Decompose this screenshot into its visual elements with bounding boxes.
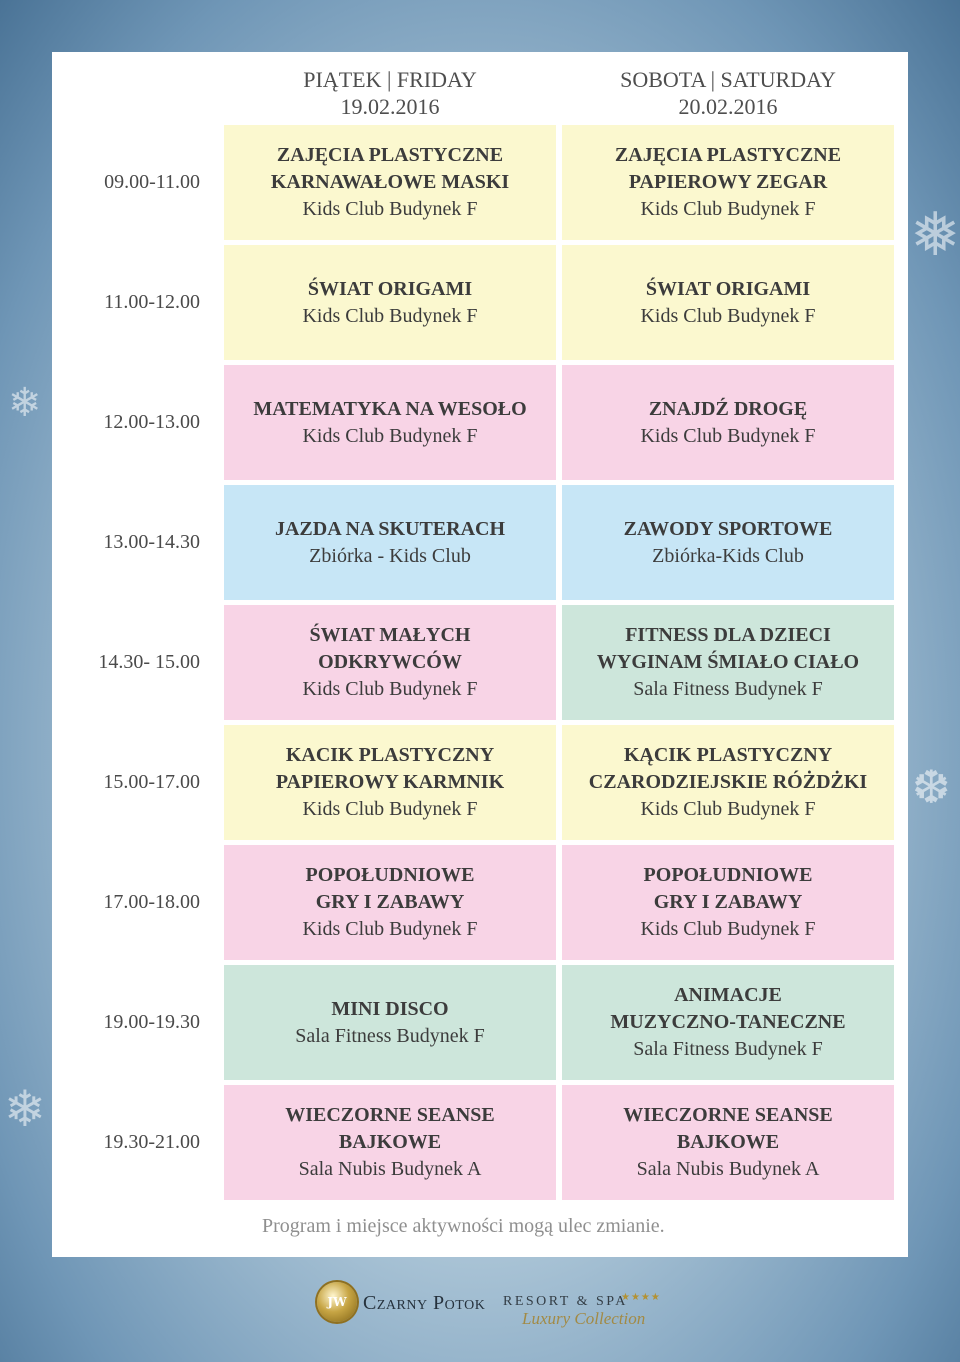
activity-title: POPOŁUDNIOWE GRY I ZABAWY [643, 864, 813, 913]
friday-activity-cell [224, 725, 556, 840]
activity-title: ANIMACJE MUZYCZNO-TANECZNE [610, 984, 846, 1033]
activity-title: JAZDA NA SKUTERACH [274, 517, 506, 540]
snowflake-icon: ❆ [912, 760, 951, 814]
saturday-header [562, 66, 894, 120]
activity-location: Kids Club Budynek F [640, 304, 816, 327]
activity-title: ŚWIAT ORIGAMI [307, 277, 473, 300]
friday-activity-cell [224, 245, 556, 360]
time-slot: 11.00-12.00 [104, 291, 200, 313]
snowflake-icon: ❄ [8, 380, 42, 426]
activity-title: ZAWODY SPORTOWE [623, 517, 833, 540]
activity-title: ZAJĘCIA PLASTYCZNE PAPIEROWY ZEGAR [614, 144, 842, 193]
activity-location: Sala Nubis Budynek A [298, 1158, 482, 1180]
time-slot: 19.00-19.30 [103, 1011, 200, 1033]
activity-location: Kids Club Budynek F [640, 798, 816, 820]
snowflake-icon: ❄ [4, 1080, 46, 1138]
activity-title: ZAJĘCIA PLASTYCZNE KARNAWAŁOWE MASKI [270, 144, 510, 193]
activity-location: Kids Club Budynek F [302, 304, 478, 327]
activity-location: Zbiórka-Kids Club [652, 544, 804, 567]
activity-location: Zbiórka - Kids Club [309, 544, 471, 567]
activity-title: WIECZORNE SEANSE BAJKOWE [285, 1104, 495, 1153]
activity-location: Sala Nubis Budynek A [636, 1158, 820, 1180]
saturday-activity-cell [562, 485, 894, 600]
saturday-activity-cell [562, 965, 894, 1080]
activity-title: POPOŁUDNIOWE GRY I ZABAWY [305, 864, 475, 913]
saturday-activity-cell [562, 1085, 894, 1200]
friday-activity-cell [224, 605, 556, 720]
activity-title: MINI DISCO [331, 997, 449, 1020]
activity-title: ŚWIAT ORIGAMI [645, 277, 811, 300]
saturday-activity-cell [562, 245, 894, 360]
resort-label: RESORT & SPA [503, 1294, 628, 1309]
activity-location: Kids Club Budynek F [302, 678, 478, 700]
activity-location: Kids Club Budynek F [302, 798, 478, 820]
schedule-panel [52, 52, 908, 1257]
activity-title: MATEMATYKA NA WESOŁO [253, 397, 527, 420]
saturday-date: 20.02.2016 [678, 94, 778, 119]
activity-location: Kids Club Budynek F [640, 198, 816, 220]
collection-label: Luxury Collection [522, 1309, 646, 1328]
activity-title: ZNAJDŹ DROGĘ [648, 397, 808, 420]
time-slot: 13.00-14.30 [103, 531, 200, 553]
saturday-activity-cell [562, 845, 894, 960]
friday-activity-cell [224, 365, 556, 480]
activity-location: Kids Club Budynek F [302, 424, 478, 447]
time-slot: 15.00-17.00 [103, 771, 200, 793]
rating-stars: ★★★★ [621, 1292, 661, 1303]
friday-date: 19.02.2016 [340, 94, 440, 119]
activity-location: Kids Club Budynek F [640, 918, 816, 940]
time-slot: 14.30- 15.00 [98, 651, 200, 673]
time-slot: 09.00-11.00 [104, 171, 200, 193]
saturday-activity-cell [562, 365, 894, 480]
activity-location: Kids Club Budynek F [302, 918, 478, 940]
friday-activity-cell [224, 845, 556, 960]
friday-activity-cell [224, 485, 556, 600]
saturday-activity-cell [562, 725, 894, 840]
change-notice: Program i miejsce aktywności mogą ulec zmianie. [262, 1215, 665, 1237]
time-slot: 17.00-18.00 [103, 891, 200, 913]
jw-seal-icon [317, 1282, 357, 1322]
activity-title: KACIK PLASTYCZNY PAPIEROWY KARMNIK [275, 744, 505, 793]
saturday-activity-cell [562, 125, 894, 240]
friday-activity-cell [224, 1085, 556, 1200]
friday-activity-cell [224, 125, 556, 240]
saturday-activity-cell [562, 605, 894, 720]
footer-logo [0, 1282, 960, 1332]
activity-location: Sala Fitness Budynek F [633, 1038, 823, 1060]
activity-location: Sala Fitness Budynek F [295, 1024, 485, 1047]
saturday-label: SOBOTA | SATURDAY [620, 67, 836, 92]
activity-title: FITNESS DLA DZIECI WYGINAM ŚMIAŁO CIAŁO [596, 624, 860, 673]
time-slot: 19.30-21.00 [103, 1131, 200, 1153]
brand-name: Czarny Potok [363, 1292, 486, 1314]
friday-header [224, 66, 556, 120]
activity-title: KĄCIK PLASTYCZNY CZARODZIEJSKIE RÓŻDŻKI [588, 744, 868, 793]
activity-location: Kids Club Budynek F [302, 198, 478, 220]
activity-title: WIECZORNE SEANSE BAJKOWE [623, 1104, 833, 1153]
friday-activity-cell [224, 965, 556, 1080]
activity-location: Kids Club Budynek F [640, 424, 816, 447]
seal-text: JW [327, 1295, 347, 1309]
time-slot: 12.00-13.00 [103, 411, 200, 433]
activity-title: ŚWIAT MAŁYCH ODKRYWCÓW [309, 624, 471, 673]
activity-location: Sala Fitness Budynek F [633, 678, 823, 700]
friday-label: PIĄTEK | FRIDAY [303, 67, 477, 92]
snowflake-icon: ❅ [910, 200, 960, 270]
